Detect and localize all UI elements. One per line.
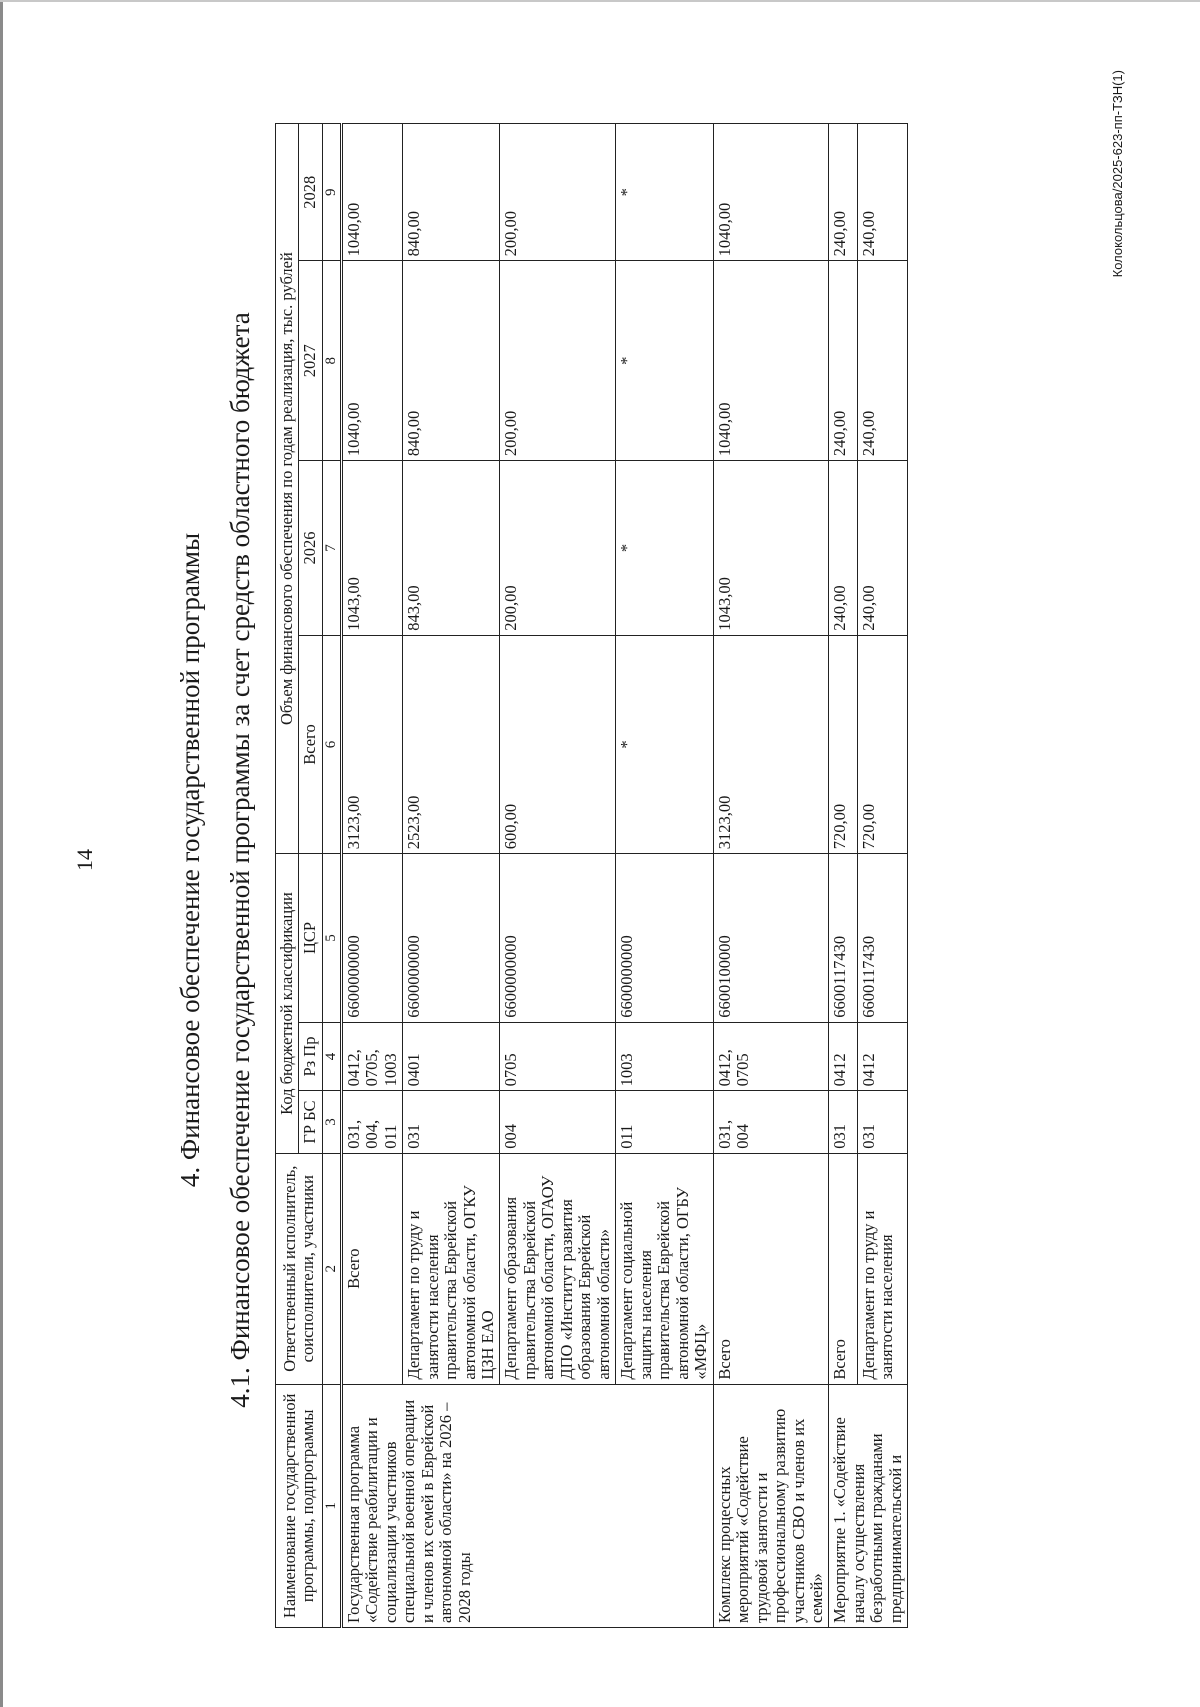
header-2026: 2026: [299, 461, 322, 636]
header-row-1: [276, 124, 299, 1628]
y2026-cell: 200,00: [500, 461, 616, 636]
y2027-cell: 240,00: [857, 261, 908, 461]
index-row: [322, 124, 341, 1628]
y2027-cell: *: [616, 261, 713, 461]
table-row: [829, 124, 857, 1628]
executor-cell: Департамент социальной защиты населения правительства Еврейской автономной области, ОГБУ «МФЦ»: [616, 1153, 713, 1384]
y2027-cell: 1040,00: [713, 261, 829, 461]
measure-name: Мероприятие 1. «Содействие началу осуществления безработными гражданами предпринимательской и: [829, 1384, 908, 1627]
header-name: Наименование государственной программы, подпрограммы: [276, 1384, 323, 1627]
complex-name: Комплекс процессных мероприятий «Содействие трудовой занятости и профессиональному развитию участников СВО и членов их семей»: [713, 1384, 829, 1627]
header-total: Всего: [299, 635, 322, 853]
y2027-cell: 840,00: [403, 261, 500, 461]
rzpr-cell: 1003: [616, 1022, 713, 1091]
y2026-cell: 1043,00: [713, 461, 829, 636]
index-cell: 6: [322, 635, 341, 853]
csr-cell: 6600117430: [857, 854, 908, 1023]
total-cell: 720,00: [829, 635, 857, 853]
header-2027: 2027: [299, 261, 322, 461]
y2028-cell: 200,00: [500, 124, 616, 261]
grbs-cell: 031: [829, 1091, 857, 1153]
header-2028: 2028: [299, 124, 322, 261]
total-cell: 720,00: [857, 635, 908, 853]
header-executor: Ответственный исполнитель, соисполнители, участники: [276, 1153, 323, 1384]
rzpr-cell: 0705: [500, 1022, 616, 1091]
index-cell: 7: [322, 461, 341, 636]
rotated-page: [60, 60, 1130, 1660]
rzpr-cell: 0412, 0705: [713, 1022, 829, 1091]
index-cell: 9: [322, 124, 341, 261]
total-cell: 600,00: [500, 635, 616, 853]
subsection-title: 4.1. Финансовое обеспечение государственной программы за счет средств областного бюджета: [225, 312, 255, 1408]
grbs-cell: 004: [500, 1091, 616, 1153]
rzpr-cell: 0401: [403, 1022, 500, 1091]
section-title: 4. Финансовое обеспечение государственной программы: [175, 532, 205, 1188]
executor-cell: Департамент по труду и занятости населения правительства Еврейской автономной области, ОГКУ ЦЗН ЕАО: [403, 1153, 500, 1384]
rzpr-cell: 0412: [829, 1022, 857, 1091]
y2028-cell: 240,00: [829, 124, 857, 261]
header-csr: ЦСР: [299, 854, 322, 1023]
y2028-cell: 840,00: [403, 124, 500, 261]
index-cell: 8: [322, 261, 341, 461]
y2027-cell: 1040,00: [341, 261, 402, 461]
y2027-cell: 240,00: [829, 261, 857, 461]
y2026-cell: 843,00: [403, 461, 500, 636]
scan-edge: [0, 0, 3, 1707]
total-cell: 2523,00: [403, 635, 500, 853]
page-number: 14: [72, 849, 97, 871]
index-cell: 4: [322, 1022, 341, 1091]
rzpr-cell: 0412, 0705, 1003: [341, 1022, 402, 1091]
table-row: [341, 124, 402, 1628]
csr-cell: 6600000000: [616, 854, 713, 1023]
scan-edge-top: [0, 0, 1200, 2]
index-cell: 1: [322, 1384, 341, 1627]
program-name: Государственная программа «Содействие реабилитации и социализации участников специальной военной операции и членов их семей в Еврейской автономной области» на 2026 – 2028 годы: [341, 1384, 713, 1627]
grbs-cell: 011: [616, 1091, 713, 1153]
y2028-cell: *: [616, 124, 713, 261]
executor-cell: Всего: [341, 1153, 402, 1384]
csr-cell: 6600000000: [341, 854, 402, 1023]
grbs-cell: 031: [403, 1091, 500, 1153]
y2028-cell: 240,00: [857, 124, 908, 261]
grbs-cell: 031, 004: [713, 1091, 829, 1153]
index-cell: 2: [322, 1153, 341, 1384]
csr-cell: 6600117430: [829, 854, 857, 1023]
index-cell: 3: [322, 1091, 341, 1153]
header-rzpr: Рз Пр: [299, 1022, 322, 1091]
header-grbs: ГР БС: [299, 1091, 322, 1153]
y2026-cell: 1043,00: [341, 461, 402, 636]
total-cell: *: [616, 635, 713, 853]
executor-cell: Всего: [829, 1153, 857, 1384]
total-cell: 3123,00: [713, 635, 829, 853]
y2028-cell: 1040,00: [713, 124, 829, 261]
csr-cell: 6600000000: [403, 854, 500, 1023]
y2028-cell: 1040,00: [341, 124, 402, 261]
y2027-cell: 200,00: [500, 261, 616, 461]
table-row: [713, 124, 829, 1628]
grbs-cell: 031, 004, 011: [341, 1091, 402, 1153]
header-volume: Объем финансового обеспечения по годам реализация, тыс. рублей: [276, 124, 299, 854]
executor-cell: Департамент образования правительства Еврейской автономной области, ОГАОУ ДПО «Институт развития образования Еврейской автономной области»: [500, 1153, 616, 1384]
y2026-cell: *: [616, 461, 713, 636]
financing-table: [275, 123, 908, 1628]
grbs-cell: 031: [857, 1091, 908, 1153]
rzpr-cell: 0412: [857, 1022, 908, 1091]
index-cell: 5: [322, 854, 341, 1023]
y2026-cell: 240,00: [857, 461, 908, 636]
y2026-cell: 240,00: [829, 461, 857, 636]
csr-cell: 6600100000: [713, 854, 829, 1023]
header-budget-code: Код бюджетной классификации: [276, 854, 299, 1154]
executor-cell: Всего: [713, 1153, 829, 1384]
total-cell: 3123,00: [341, 635, 402, 853]
csr-cell: 6600000000: [500, 854, 616, 1023]
footer-code: Колокольцова/2025-623-пп-ТЗН(1): [1110, 70, 1125, 278]
executor-cell: Департамент по труду и занятости населения: [857, 1153, 908, 1384]
